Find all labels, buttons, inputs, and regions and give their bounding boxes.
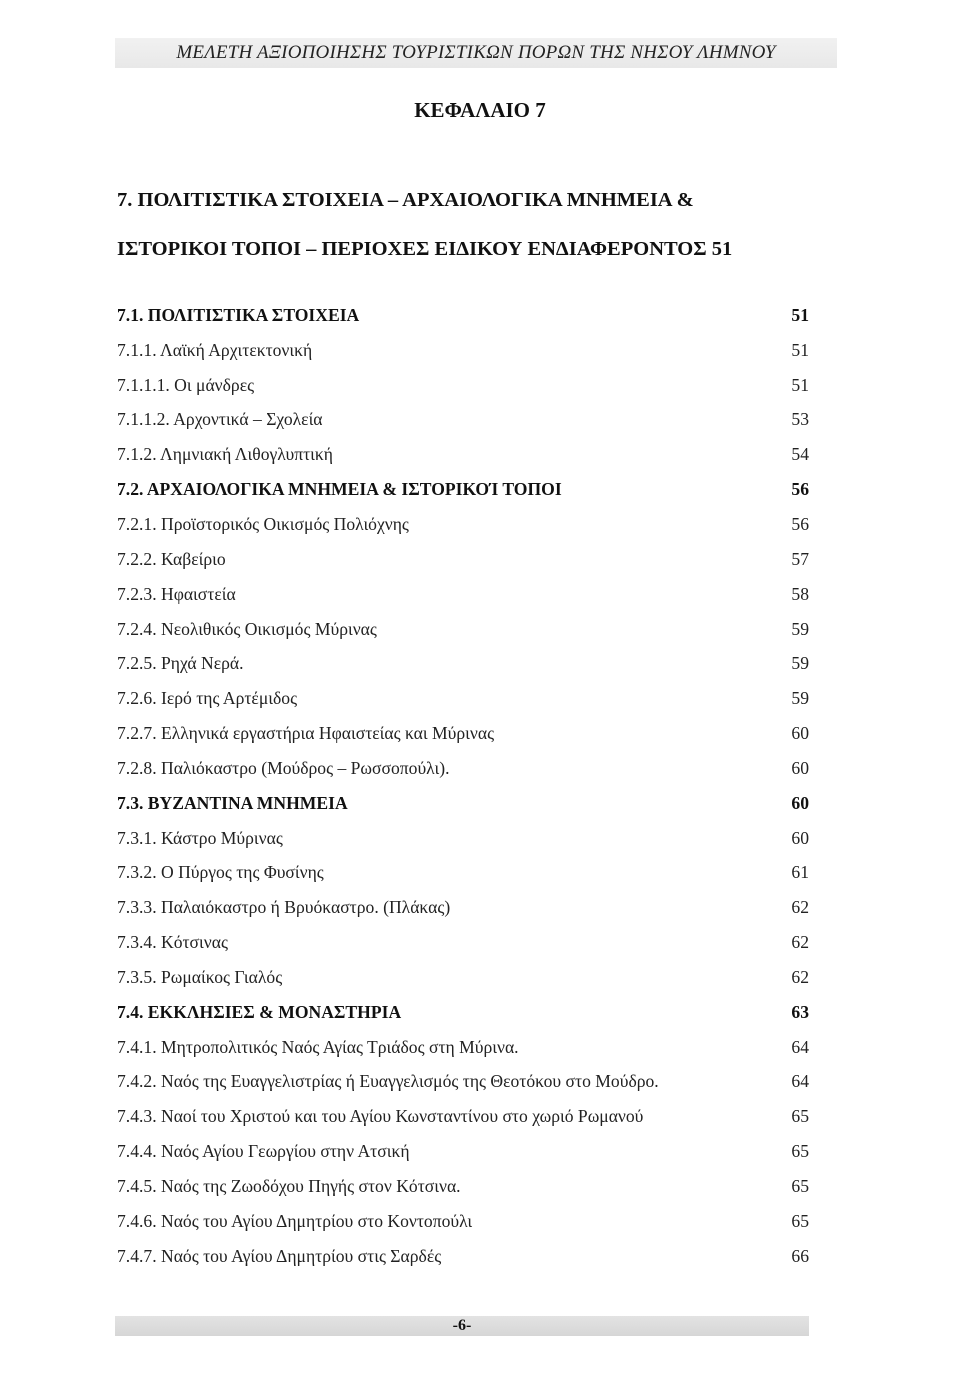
toc-entry-page: 51 [791,339,809,360]
toc-entry-label: 7.4.6. Ναός του Αγίου Δημητρίου στο Κοντοπούλι [117,1210,473,1231]
toc-entry-label: 7.2.8. Παλιόκαστρο (Μούδρος – Ρωσσοπούλι). [117,757,450,778]
toc-entry-label: 7.2.1. Προϊστορικός Οικισμός Πολιόχνης [117,513,409,534]
toc-entry-page: 60 [791,792,809,813]
toc-entry-page: 56 [791,513,809,534]
toc-entry-page: 58 [791,583,809,604]
toc-entry-page: 65 [791,1106,809,1127]
toc-entry-label: 7.1.1. Λαϊκή Αρχιτεκτονική [117,339,313,360]
toc-entry-row [117,681,809,716]
toc-entry-page: 65 [791,1176,809,1197]
toc-entry-label: 7.1. ΠΟΛΙΤΙΣΤΙΚΑ ΣΤΟΙΧΕΙΑ [117,304,360,325]
toc-entry-row [117,1065,809,1100]
main-title [117,176,837,274]
toc-entry-page: 59 [791,688,809,709]
toc-entry-row [117,612,809,647]
toc-entry-page: 59 [791,653,809,674]
toc-entry-page: 60 [791,827,809,848]
toc-entry-label: 7.4.7. Ναός του Αγίου Δημητρίου στις Σαρδές [117,1245,442,1266]
toc-entry-label: 7.4.3. Ναοί του Χριστού και του Αγίου Κωνσταντίνου στο χωριό Ρωμανού [117,1106,644,1127]
toc-entry-row [117,716,809,751]
chapter-heading: ΚΕΦΑΛΑΙΟ 7 [414,98,546,122]
running-header: ΜΕΛΕΤΗ ΑΞΙΟΠΟΙΗΣΗΣ ΤΟΥΡΙΣΤΙΚΩΝ ΠΟΡΩΝ ΤΗΣ ΝΗΣΟΥ ΛΗΜΝΟΥ [176,42,776,63]
toc-entry-label: 7.3.2. Ο Πύργος της Φυσίνης [117,862,324,883]
page-number: -6- [452,1317,472,1334]
toc-entry-row [117,925,809,960]
toc-entry-page: 53 [791,409,809,430]
toc-entry-label: 7.2.3. Ηφαιστεία [117,583,236,604]
toc-entry-page: 60 [791,723,809,744]
toc-entry-page: 66 [791,1245,809,1266]
toc-entry-page: 63 [791,1001,809,1022]
toc-section-row [117,786,809,821]
toc-entry-label: 7.2.7. Ελληνικά εργαστήρια Ηφαιστείας και Μύρινας [117,723,495,744]
toc-entry-row [117,821,809,856]
toc-entry-page: 60 [791,757,809,778]
toc-entry-page: 62 [791,966,809,987]
toc-section-row [117,298,809,333]
toc-entry-row [117,960,809,995]
toc-entry-label: 7.4.1. Μητροπολιτικός Ναός Αγίας Τριάδος στη Μύρινα. [117,1036,519,1057]
toc-entry-label: 7.2. ΑΡΧΑΙΟΛΟΓΙΚΑ ΜΝΗΜΕΙΑ & ΙΣΤΟΡΙΚΟΊ ΤΟΠΟΙ [117,479,562,500]
toc-entry-row [117,403,809,438]
toc-entry-row [117,333,809,368]
toc-entry-row [117,542,809,577]
toc-entry-label: 7.3. ΒΥΖΑΝΤΙΝΑ ΜΝΗΜΕΙΑ [117,792,348,813]
toc-entry-page: 57 [791,548,809,569]
toc-entry-label: 7.1.2. Λημνιακή Λιθογλυπτική [117,444,333,465]
toc-entry-page: 59 [791,618,809,639]
toc-entry-label: 7.4.5. Ναός της Ζωοδόχου Πηγής στον Κότσινα. [117,1176,461,1197]
toc-entry-page: 62 [791,932,809,953]
toc-entry-row [117,1134,809,1169]
main-title-line-2: ΙΣΤΟΡΙΚΟΙ ΤΟΠΟΙ – ΠΕΡΙΟΧΕΣ ΕΙΔΙΚΟΥ ΕΝΔΙΑΦΕΡΟΝΤΟΣ 51 [117,238,733,260]
toc-entry-label: 7.2.4. Νεολιθικός Οικισμός Μύρινας [117,618,377,639]
toc-entry-label: 7.3.4. Κότσινας [117,932,228,953]
toc-entry-row [117,368,809,403]
toc-entry-label: 7.3.3. Παλαιόκαστρο ή Βρυόκαστρο. (Πλάκας) [117,897,451,918]
toc-entry-row [117,751,809,786]
toc-entry-label: 7.2.5. Ρηχά Νερά. [117,653,244,674]
toc-entry-page: 51 [791,374,809,395]
toc-entry-label: 7.4. ΕΚΚΛΗΣΙΕΣ & ΜΟΝΑΣΤΗΡΙΑ [117,1001,402,1022]
toc-entry-page: 62 [791,897,809,918]
toc-entry-row [117,646,809,681]
toc-entry-label: 7.3.1. Κάστρο Μύρινας [117,827,283,848]
toc-entry-label: 7.3.5. Ρωμαίκος Γιαλός [117,966,283,987]
toc-entry-row [117,577,809,612]
toc-entry-page: 64 [791,1036,809,1057]
toc-section-row [117,995,809,1030]
toc-entry-row [117,856,809,891]
toc-entry-page: 56 [791,479,809,500]
toc-entry-page: 51 [791,304,809,325]
toc-entry-label: 7.4.2. Ναός της Ευαγγελιστρίας ή Ευαγγελισμός της Θεοτόκου στο Μούδρο. [117,1071,659,1092]
toc-entry-row [117,1030,809,1065]
toc-entry-row [117,1169,809,1204]
toc-entry-label: 7.1.1.1. Οι μάνδρες [117,374,255,395]
toc-entry-row [117,437,809,472]
toc-entry-page: 61 [791,862,809,883]
main-title-line-1: 7. ΠΟΛΙΤΙΣΤΙΚΑ ΣΤΟΙΧΕΙΑ – ΑΡΧΑΙΟΛΟΓΙΚΑ ΜΝΗΜΕΙΑ & [117,189,694,211]
toc-entry-row [117,1099,809,1134]
toc-entry-row [117,890,809,925]
toc-entry-row [117,1204,809,1239]
toc-entry-label: 7.1.1.2. Αρχοντικά – Σχολεία [117,409,323,430]
toc-section-row [117,472,809,507]
toc-entry-label: 7.2.6. Ιερό της Αρτέμιδος [117,688,298,709]
toc-entry-page: 64 [791,1071,809,1092]
toc-entry-label: 7.2.2. Καβείριο [117,548,226,569]
toc-entry-page: 65 [791,1141,809,1162]
toc-entry-page: 65 [791,1210,809,1231]
toc-entry-label: 7.4.4. Ναός Αγίου Γεωργίου στην Ατσική [117,1141,410,1162]
table-of-contents [117,298,809,1274]
toc-entry-page: 54 [791,444,809,465]
toc-entry-row [117,1239,809,1274]
toc-entry-row [117,507,809,542]
